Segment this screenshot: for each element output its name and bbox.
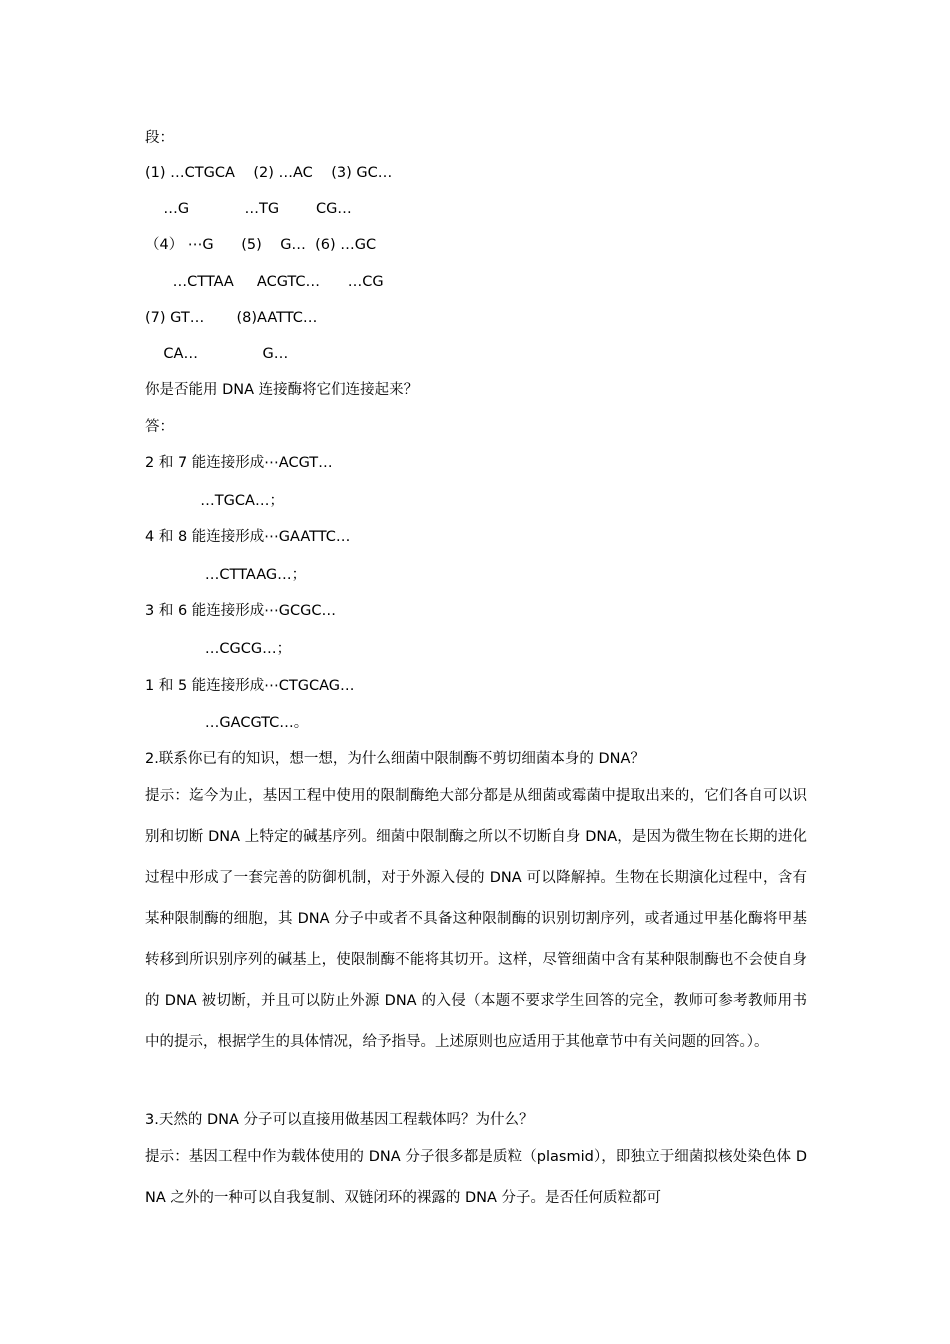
- fragment-line: (7) GT… (8)AATTC…: [145, 310, 318, 326]
- question-3: 3.天然的 DNA 分子可以直接用做基因工程载体吗？为什么？: [145, 1112, 534, 1128]
- answer-line: 1 和 5 能连接形成⋯CTGCAG…: [145, 678, 355, 694]
- answer-line: …TGCA…；: [145, 493, 284, 509]
- answer-line: …CTTAAG…；: [145, 567, 307, 583]
- answer-line: 3 和 6 能连接形成⋯GCGC…: [145, 603, 336, 619]
- fragment-line: …CTTAA ACGTC… …CG: [145, 274, 384, 290]
- answer-line: 2 和 7 能连接形成⋯ACGT…: [145, 455, 333, 471]
- fragment-line: （4） ⋯G (5) G… (6) …GC: [145, 237, 377, 253]
- hint-paragraph-1: 提示：迄今为止，基因工程中使用的限制酶绝大部分都是从细菌或霉菌中提取出来的，它们各自可以识别和切断 DNA 上特定的碱基序列。细菌中限制酶之所以不切断自身 DNA，是因为微生物在长期的进化过程中形成了一套完善的防御机制，对于外源入侵的 DNA 可以降解掉。生物在长期演化过程中，含有某种限制酶的细胞，其 DNA 分子中或者不具备这种限制酶的识别切割序列，或者通过甲基化酶将甲基转移到所识别序列的碱基上，使限制酶不能将其切开。这样，尽管细菌中含有某种限制酶也不会使自身的 DNA 被切断，并且可以防止外源 DNA 的入侵（本题不要求学生回答的完全，教师可参考教师用书中的提示，根据学生的具体情况，给予指导。上述原则也应适用于其他章节中有关问题的回答。）。: [145, 788, 807, 1050]
- fragment-line: …G …TG CG…: [145, 201, 352, 217]
- text-line: 段：: [145, 130, 174, 146]
- answer-line: …GACGTC…。: [145, 715, 309, 731]
- fragment-line: (1) …CTGCA (2) …AC (3) GC…: [145, 165, 393, 181]
- answer-label: 答：: [145, 419, 174, 435]
- question-2: 2.联系你已有的知识，想一想，为什么细菌中限制酶不剪切细菌本身的 DNA？: [145, 751, 645, 767]
- question-line: 你是否能用 DNA 连接酶将它们连接起来？: [145, 382, 419, 398]
- answer-line: 4 和 8 能连接形成⋯GAATTC…: [145, 529, 351, 545]
- fragment-line: CA… G…: [145, 346, 289, 362]
- hint-paragraph-2: 提示：基因工程中作为载体使用的 DNA 分子很多都是质粒（plasmid），即独立于细菌拟核处染色体 DNA 之外的一种可以自我复制、双链闭环的裸露的 DNA 分子。是否任何质粒都可: [145, 1149, 807, 1206]
- answer-line: …CGCG…；: [145, 641, 292, 657]
